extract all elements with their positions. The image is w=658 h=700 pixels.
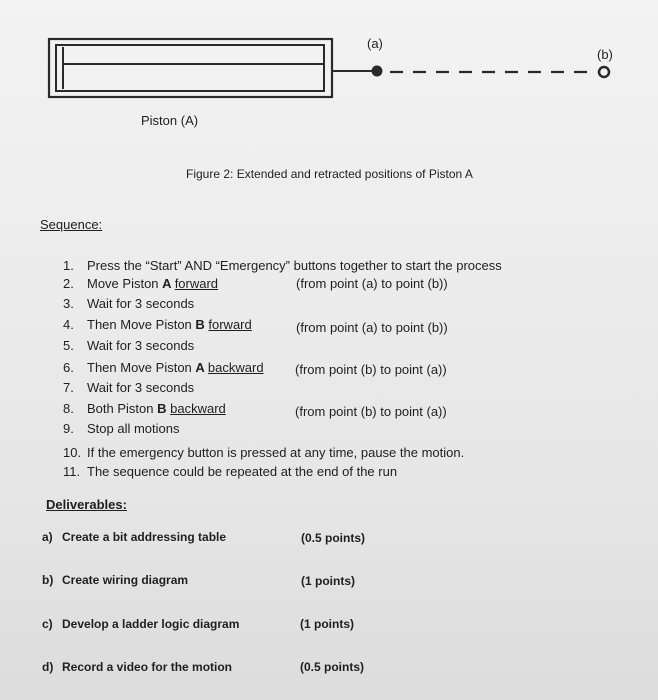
item-text: Then Move Piston B forward xyxy=(87,317,252,332)
list-item xyxy=(63,421,180,436)
item-number: 3. xyxy=(63,296,74,311)
item-number: 2. xyxy=(63,276,74,291)
point-b-marker xyxy=(599,67,609,77)
item-text: Stop all motions xyxy=(87,421,180,436)
piston-diagram xyxy=(0,0,658,110)
item-text: Both Piston B backward xyxy=(87,401,226,416)
sequence-heading: Sequence: xyxy=(40,217,103,232)
item-range: (from point (a) to point (b)) xyxy=(296,276,448,291)
list-item xyxy=(63,338,195,353)
item-text: Press the “Start” AND “Emergency” buttons together to start the process xyxy=(87,258,502,273)
piston-inner-frame xyxy=(56,45,324,91)
item-letter: a) xyxy=(42,530,53,544)
list-item xyxy=(63,276,219,291)
item-text: Record a video for the motion xyxy=(62,660,233,674)
item-text: Then Move Piston A backward xyxy=(87,360,264,375)
list-item xyxy=(63,401,226,416)
item-points: (0.5 points) xyxy=(300,660,365,674)
point-b-label: (b) xyxy=(597,47,613,62)
list-item xyxy=(63,258,502,273)
figure-caption: Figure 2: Extended and retracted positions of Piston A xyxy=(186,167,473,181)
item-letter: b) xyxy=(42,573,54,587)
item-text: Wait for 3 seconds xyxy=(87,296,195,311)
point-a-label: (a) xyxy=(367,36,383,51)
item-number: 8. xyxy=(63,401,74,416)
list-item xyxy=(42,573,189,587)
item-number: 6. xyxy=(63,360,74,375)
list-item xyxy=(63,445,465,460)
item-letter: d) xyxy=(42,660,54,674)
item-text: Move Piston A forward xyxy=(87,276,219,291)
list-item xyxy=(42,530,227,544)
item-range: (from point (b) to point (a)) xyxy=(295,362,447,377)
point-a-marker xyxy=(372,66,383,77)
item-text: Wait for 3 seconds xyxy=(87,338,195,353)
item-number: 7. xyxy=(63,380,74,395)
list-item xyxy=(63,380,195,395)
list-item xyxy=(42,617,240,631)
item-number: 11. xyxy=(63,464,81,479)
item-text: Create wiring diagram xyxy=(62,573,189,587)
piston-cylinder xyxy=(49,39,332,97)
list-item xyxy=(63,360,264,375)
item-text: Develop a ladder logic diagram xyxy=(62,617,240,631)
item-points: (1 points) xyxy=(301,574,355,588)
item-range: (from point (b) to point (a)) xyxy=(295,404,447,419)
item-range: (from point (a) to point (b)) xyxy=(296,320,448,335)
item-text: Create a bit addressing table xyxy=(62,530,227,544)
item-number: 5. xyxy=(63,338,74,353)
item-text: If the emergency button is pressed at any time, pause the motion. xyxy=(87,445,465,460)
list-item xyxy=(63,296,195,311)
deliverables-heading: Deliverables: xyxy=(46,497,127,512)
list-item xyxy=(63,317,252,332)
item-number: 9. xyxy=(63,421,74,436)
list-item xyxy=(63,464,398,479)
item-points: (1 points) xyxy=(300,617,354,631)
piston-label: Piston (A) xyxy=(141,113,199,128)
item-number: 10. xyxy=(63,445,82,460)
item-text: The sequence could be repeated at the end of the run xyxy=(87,464,398,479)
item-letter: c) xyxy=(42,617,53,631)
item-number: 4. xyxy=(63,317,74,332)
item-number: 1. xyxy=(63,258,74,273)
list-item xyxy=(42,660,233,674)
item-text: Wait for 3 seconds xyxy=(87,380,195,395)
item-points: (0.5 points) xyxy=(301,531,366,545)
